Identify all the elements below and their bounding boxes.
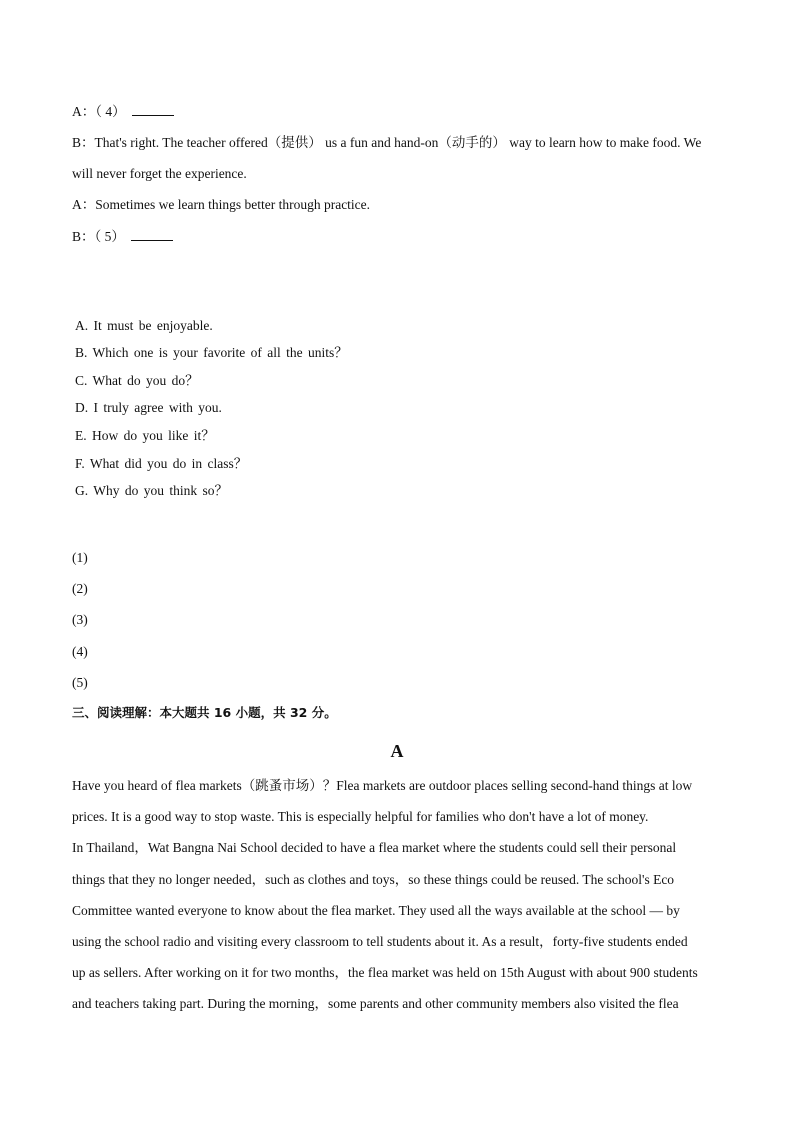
dialogue-line-a5: A：Sometimes we learn things better through practice. bbox=[72, 197, 371, 212]
passage-line: things that they no longer needed，such as clothes and toys，so these things could be reused. The school's Eco bbox=[72, 872, 675, 887]
option-d: D. I truly agree with you. bbox=[75, 400, 222, 415]
answer-number-1: (1) bbox=[72, 550, 88, 565]
answer-number-2: (2) bbox=[72, 581, 88, 596]
section-heading: 三、阅读理解：本大题共 16 小题，共 32 分。 bbox=[72, 705, 337, 720]
option-c: C. What do you do？ bbox=[75, 373, 199, 388]
option-f: F. What did you do in class？ bbox=[75, 456, 248, 471]
option-a: A. It must be enjoyable. bbox=[75, 318, 213, 333]
answer-blank bbox=[131, 228, 173, 241]
passage-line: prices. It is a good way to stop waste. This is especially helpful for families who don't have a lot of money. bbox=[72, 809, 649, 824]
answer-number-3: (3) bbox=[72, 612, 88, 627]
passage-line: and teachers taking part. During the morning，some parents and other community members also visited the flea bbox=[72, 996, 679, 1011]
passage-line: up as sellers. After working on it for two months，the flea market was held on 15th August with about 900 students bbox=[72, 965, 698, 980]
option-g: G. Why do you think so？ bbox=[75, 483, 229, 498]
dialogue-line-b5 bbox=[72, 228, 173, 246]
passage-title: A bbox=[390, 741, 404, 761]
dialogue-text: B：（ 5） bbox=[72, 229, 125, 244]
passage-line: using the school radio and visiting every classroom to tell students about it. As a result，forty-five students ended bbox=[72, 934, 688, 949]
passage-line: Committee wanted everyone to know about the flea market. They used all the ways available at the school — by bbox=[72, 903, 680, 918]
option-b: B. Which one is your favorite of all the units？ bbox=[75, 345, 348, 360]
passage-line: In Thailand，Wat Bangna Nai School decided to have a flea market where the students could sell their personal bbox=[72, 840, 677, 855]
dialogue-line-b1: B：That's right. The teacher offered（提供） us a fun and hand-on（动手的） way to learn how to make food. We bbox=[72, 135, 702, 150]
dialogue-text: A：（ 4） bbox=[72, 104, 126, 119]
answer-number-4: (4) bbox=[72, 644, 88, 659]
answer-blank bbox=[132, 103, 174, 116]
option-e: E. How do you like it？ bbox=[75, 428, 215, 443]
answer-number-5: (5) bbox=[72, 675, 88, 690]
dialogue-line-a4 bbox=[72, 103, 174, 121]
passage-line: Have you heard of flea markets（跳蚤市场）？Flea markets are outdoor places selling second-hand things at low bbox=[72, 778, 693, 793]
dialogue-line-b2: will never forget the experience. bbox=[72, 166, 247, 181]
